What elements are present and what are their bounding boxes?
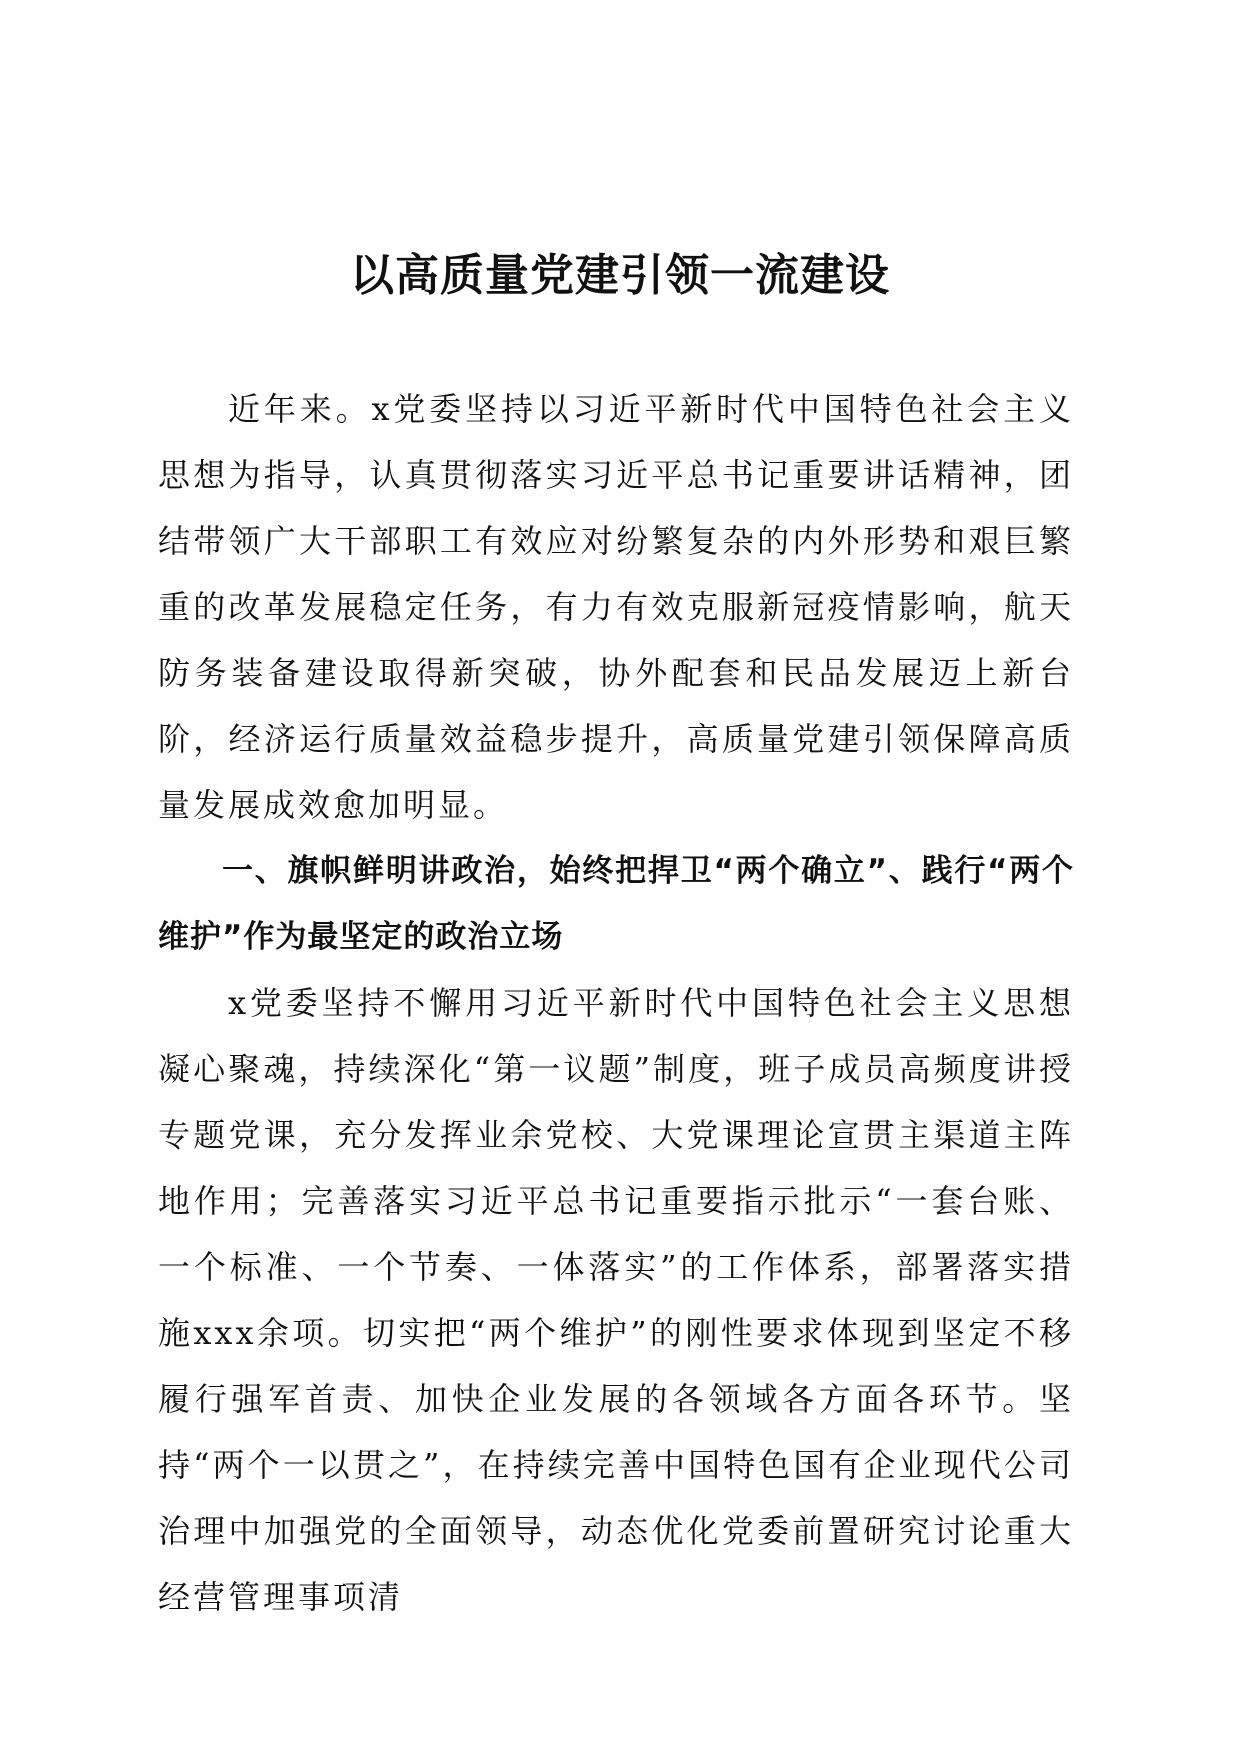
section-1-paragraph: x党委坚持不懈用习近平新时代中国特色社会主义思想凝心聚魂，持续深化“第一议题”制度，班子成员高频度讲授专题党课，充分发挥业余党校、大党课理论宣贯主渠道主阵地作用；完善落实习近平总书记重要指示批示“一套台账、一个标准、一个节奏、一体落实”的工作体系，部署落实措施xxx余项。切实把“两个维护”的刚性要求体现到坚定不移履行强军首责、加快企业发展的各领域各方面各环节。坚持“两个一以贯之”，在持续完善中国特色国有企业现代公司治理中加强党的全面领导，动态优化党委前置研究讨论重大经营管理事项清 [158,984,1074,1616]
section-1-heading: 一、旗帜鲜明讲政治，始终把捍卫“两个确立”、践行“两个维护”作为最坚定的政治立场 [158,853,1074,955]
document-title: 以高质量党建引领一流建设 [350,250,890,301]
intro-paragraph: 近年来。x党委坚持以习近平新时代中国特色社会主义思想为指导，认真贯彻落实习近平总书记重要讲话精神，团结带领广大干部职工有效应对纷繁复杂的内外形势和艰巨繁重的改革发展稳定任务，有力有效克服新冠疫情影响，航天防务装备建设取得新突破，协外配套和民品发展迈上新台阶，经济运行质量效益稳步提升，高质量党建引领保障高质量发展成效愈加明显。 [158,390,1074,824]
document-body [158,376,1074,1630]
